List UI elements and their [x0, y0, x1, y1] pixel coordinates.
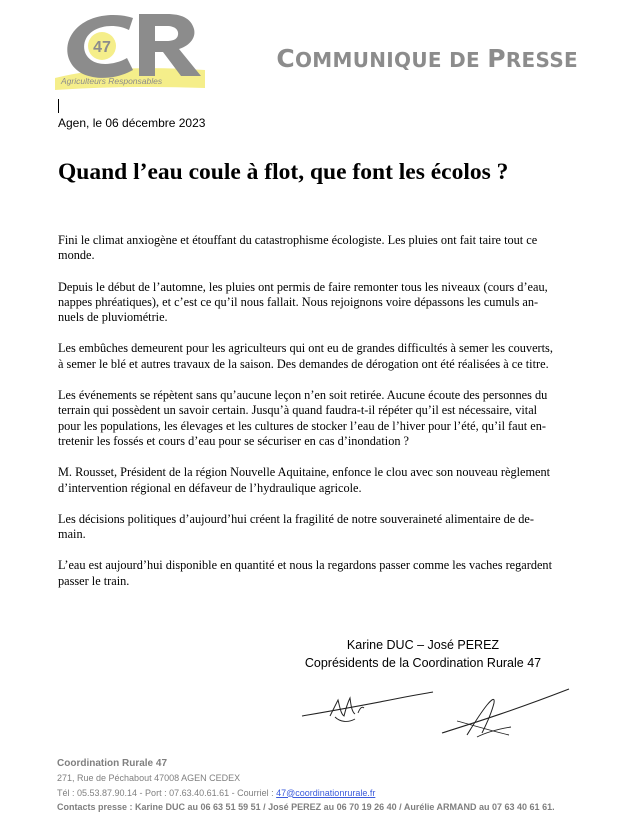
- footer-email-link[interactable]: 47@coordinationrurale.fr: [276, 787, 376, 798]
- communique-title: COMMUNIQUE DE PRESSE: [276, 44, 578, 73]
- paragraph-5: M. Rousset, Président de la région Nouvelle Aquitaine, enfonce le clou avec son nouveau règlement d’intervention régional en défaveur de l’hydraulique agricole.: [58, 465, 551, 495]
- headline: Quand l’eau coule à flot, que font les écolos ?: [58, 159, 509, 185]
- footer: [57, 757, 555, 814]
- logo-number: 47: [93, 39, 111, 56]
- signature-karine-duc: [300, 686, 435, 728]
- paragraph-3: Les embûches demeurent pour les agriculteurs qui ont eu de grandes difficultés à semer les couverts, à semer le blé et autres travaux de la saison. Des demandes de dérogation ont été réalisées à ce titre.: [58, 341, 553, 371]
- logo-tagline: Agriculteurs Responsables: [61, 76, 163, 86]
- footer-press-contacts: Contacts presse : Karine DUC au 06 63 51 59 51 / José PEREZ au 06 70 19 26 40 / Aurélie ARMAND au 07 63 40 61 61.: [57, 801, 555, 812]
- signature-jose-perez: [437, 685, 572, 740]
- signatory-names: Karine DUC – José PEREZ: [346, 638, 500, 652]
- footer-phone-line: Tél : 05.53.87.90.14 - Port : 07.63.40.61.61 - Courriel : 47@coordinationrurale.fr: [57, 787, 376, 798]
- paragraph-1: Fini le climat anxiogène et étouffant du catastrophisme écologiste. Les pluies ont fait taire tout ce monde.: [58, 233, 538, 263]
- cr47-logo: [55, 8, 210, 92]
- paragraph-4: Les événements se répètent sans qu’aucune leçon n’en soit retirée. Aucune écoute des personnes du terrain qui possèdent un savoir certain. Jusqu’à quand faudra-t-il répéter qu’il est nécessaire, vital pour les populations, les élevages et les cultures de stocker l’eau de l’hiver pour l’été, qu’il faut en- tretenir les fossés et cours d’eau pour se sécuriser en cas d’inondation ?: [58, 388, 548, 448]
- footer-org: Coordination Rurale 47: [57, 758, 168, 769]
- paragraph-6: Les décisions politiques d’aujourd’hui créent la fragilité de notre souveraineté alimentaire de de- main.: [58, 511, 534, 542]
- press-release-body: [58, 233, 580, 605]
- text-cursor: [58, 99, 59, 113]
- footer-address: 271, Rue de Péchabout 47008 AGEN CEDEX: [57, 773, 241, 784]
- paragraph-2: Depuis le début de l’automne, les pluies ont permis de faire remonter tous les niveaux (cours d’eau, nappes phréatiques), et c’est ce qu’il nous fallait. Nous rejoignons voire dépassons les cumuls an- nuels de pluviométrie.: [58, 279, 548, 325]
- logo-letter-r: [139, 14, 201, 76]
- signatory-role: Coprésidents de la Coordination Rurale 47: [304, 656, 542, 670]
- date-line: Agen, le 06 décembre 2023: [58, 116, 206, 130]
- paragraph-7: L’eau est aujourd’hui disponible en quantité et nous la regardons passer comme les vaches regardent passer le train.: [58, 558, 552, 588]
